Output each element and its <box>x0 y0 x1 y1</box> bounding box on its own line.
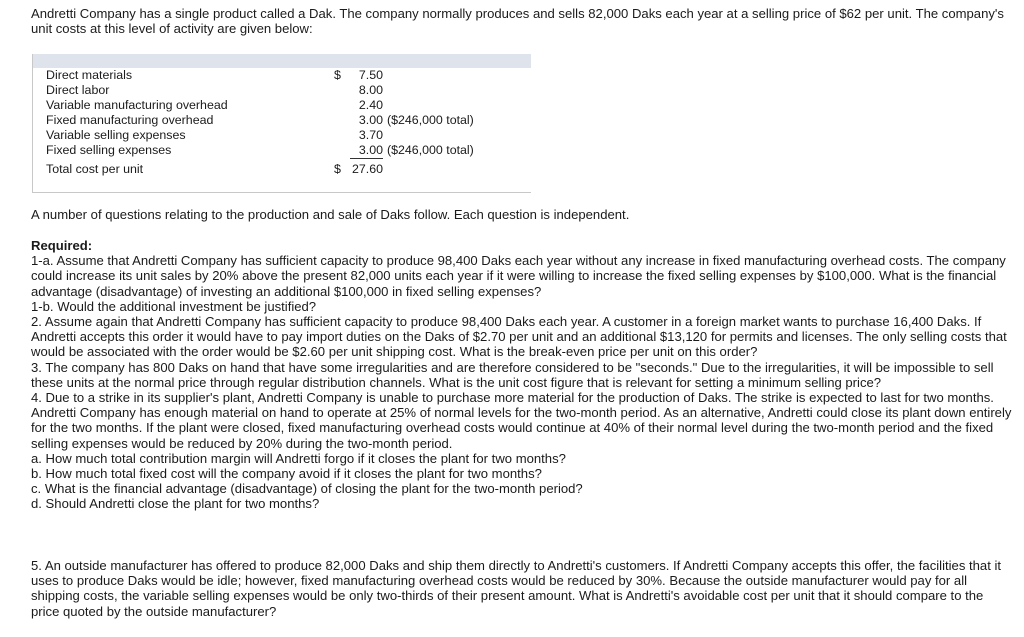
table-row <box>46 128 474 143</box>
table-row <box>46 113 474 128</box>
question-line: 1-b. Would the additional investment be justified? <box>31 298 317 314</box>
row-amount: 2.40 <box>358 98 383 112</box>
row-amount: 3.70 <box>358 128 383 142</box>
cost-table <box>46 68 474 177</box>
question-line: 1-a. Assume that Andretti Company has sufficient capacity to produce 98,400 Daks each year without any increase in fixed manufacturing overhead costs. The company could increase its unit sales by 20% above the present 82,000 units each year if it were willing to increase the fixed selling expenses by $100,000. What is the financial advantage (disadvantage) of investing an additional $100,000 in fixed selling expenses? <box>31 253 1006 299</box>
table-row <box>46 68 474 83</box>
row-amount: 7.50 <box>358 68 383 82</box>
row-note: ($246,000 total) <box>387 113 474 127</box>
currency-sign <box>334 143 350 159</box>
question-line: c. What is the financial advantage (disadvantage) of closing the plant for the two-month period? <box>31 481 583 497</box>
row-note <box>383 68 474 83</box>
currency-sign <box>334 128 350 143</box>
row-note <box>383 83 474 98</box>
required-heading: Required: <box>31 238 93 253</box>
currency-sign <box>334 113 350 128</box>
row-note <box>383 128 474 143</box>
row-label: Direct materials <box>46 68 133 82</box>
row-label: Variable selling expenses <box>46 128 186 142</box>
question-line: a. How much total contribution margin will Andretti forgo if it closes the plant for two months? <box>31 450 566 466</box>
question-line: b. How much total fixed cost will the company avoid if it closes the plant for two months? <box>31 466 542 482</box>
table-row <box>46 83 474 98</box>
unit-cost-table <box>32 54 531 193</box>
question-line: 3. The company has 800 Daks on hand that have some irregularities and are therefore considered to be "seconds." Due to the irregularities, it will be impossible to sell these units at the normal price through regular distribution channels. What is the unit cost figure that is relevant for setting a minimum selling price? <box>31 359 994 390</box>
row-note: ($246,000 total) <box>387 143 474 157</box>
currency-sign: $ <box>334 161 341 176</box>
total-row <box>46 159 474 178</box>
table-row <box>46 143 474 159</box>
total-label: Total cost per unit <box>46 161 144 176</box>
question-line: d. Should Andretti close the plant for two months? <box>31 496 320 512</box>
intro-paragraph: Andretti Company has a single product called a Dak. The company normally produces and sells 82,000 Daks each year at a selling price of $62 per unit. The company's unit costs at this level of activity are given below: <box>31 6 1004 37</box>
question-line: 2. Assume again that Andretti Company has sufficient capacity to produce 98,400 Daks each year. A customer in a foreign market wants to purchase 16,400 Daks. If Andretti accepts this order it would have to pay import duties on the Daks of $2.70 per unit and an additional $13,120 for permits and licenses. The only selling costs that would be associated with the order would be $2.60 per unit shipping cost. What is the break-even price per unit on this order? <box>31 314 1007 360</box>
row-amount: 8.00 <box>358 83 383 97</box>
required-section <box>31 238 1015 512</box>
row-label: Fixed selling expenses <box>46 143 172 157</box>
row-note <box>383 98 474 113</box>
currency-sign <box>334 98 350 113</box>
question-line: 4. Due to a strike in its supplier's plant, Andretti Company is unable to purchase more material for the production of Daks. The strike is expected to last for two months. Andretti Company has enough material on hand to operate at 25% of normal levels for the two-month period. As an alternative, Andretti could close its plant down entirely for the two months. If the plant were closed, fixed manufacturing overhead costs would continue at 40% of their normal level during the two-month period and the fixed selling expenses would be reduced by 20% during the two-month period. <box>31 390 1012 451</box>
currency-sign: $ <box>334 68 341 82</box>
row-label: Fixed manufacturing overhead <box>46 113 214 127</box>
currency-sign <box>334 83 350 98</box>
row-label: Variable manufacturing overhead <box>46 98 228 112</box>
row-amount: 3.00 <box>358 113 383 127</box>
table-row <box>46 98 474 113</box>
question-5: 5. An outside manufacturer has offered to produce 82,000 Daks and ship them directly to Andretti's customers. If Andretti Company accepts this offer, the facilities that it uses to produce Daks would be idle; however, fixed manufacturing overhead costs would be reduced by 30%. Because the outside manufacturer would pay for all shipping costs, the variable selling expenses would be only two-thirds of their present amount. What is Andretti's avoidable cost per unit that it should compare to the price quoted by the outside manufacturer? <box>31 558 1002 619</box>
row-amount: 3.00 <box>350 143 383 159</box>
independence-note: A number of questions relating to the production and sale of Daks follow. Each question is independent. <box>31 207 630 222</box>
table-header-band <box>33 54 531 68</box>
row-label: Direct labor <box>46 83 110 97</box>
total-amount: 27.60 <box>351 162 383 176</box>
